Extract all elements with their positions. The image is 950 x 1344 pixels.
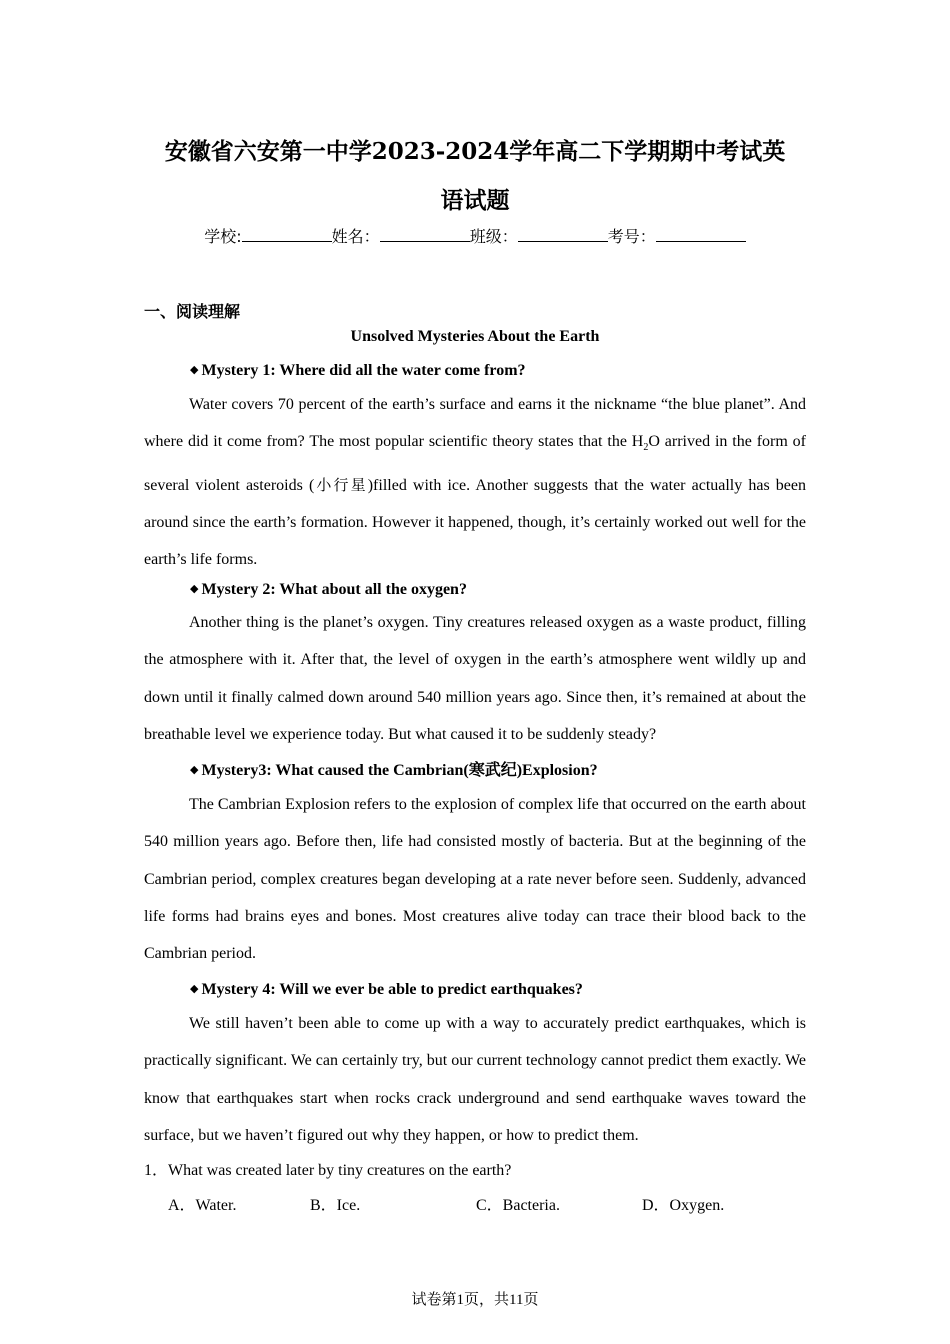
mystery-heading bbox=[190, 979, 583, 1002]
exam-number-label: 考号： bbox=[607, 227, 656, 246]
mystery-paragraph: Another thing is the planet’s oxygen. Tiny creatures released oxygen as a waste product, filling the atmosphere with it. After that, the level of oxygen in the earth’s atmosphere went wildly up and down until it finally calmed down around 540 million years ago. Since then, it’s remained at about the breathable level we experience today. But what caused it to be suddenly steady? bbox=[144, 614, 806, 743]
class-blank[interactable] bbox=[518, 226, 608, 242]
mystery-paragraph: We still haven’t been able to come up with a way to accurately predict earthquakes, which is practically significant. We can certainly try, but our current technology cannot predict them exactly. We know that earthquakes start when rocks crack underground and send earthquake waves toward the surface, but we haven’t figured out why they happen, or how to predict them. bbox=[144, 1015, 806, 1144]
mystery-heading bbox=[190, 760, 598, 783]
mystery-heading-text: Mystery3: What caused the Cambrian(寒武纪)Explosion? bbox=[201, 762, 598, 779]
class-label: 班级： bbox=[469, 227, 518, 246]
section-heading: 一、阅读理解 bbox=[144, 302, 241, 321]
mystery-heading-text: Mystery 2: What about all the oxygen? bbox=[201, 581, 467, 598]
question-number: 1． bbox=[144, 1162, 169, 1179]
diamond-bullet-icon: ◆ bbox=[190, 982, 199, 995]
name-label: 姓名： bbox=[331, 227, 380, 246]
exam-number-blank[interactable] bbox=[656, 226, 746, 242]
diamond-bullet-icon: ◆ bbox=[190, 582, 199, 595]
mystery-heading-text: Mystery 4: Will we ever be able to predict earthquakes? bbox=[201, 981, 583, 998]
mystery-paragraph bbox=[144, 386, 806, 579]
student-info-line bbox=[144, 226, 806, 248]
mystery-paragraph: The Cambrian Explosion refers to the explosion of complex life that occurred on the earth about 540 million years ago. Before then, life had consisted mostly of bacteria. But at the beginning of the Cambrian period, complex creatures began developing at a rate never before seen. Suddenly, advanced life forms had brains eyes and bones. Most creatures alive today can trace their blood back to the Cambrian period. bbox=[144, 796, 806, 963]
option-d[interactable]: D．Oxygen. bbox=[642, 1197, 725, 1214]
school-label: 学校: bbox=[204, 227, 242, 246]
mystery-heading bbox=[190, 360, 526, 383]
option-a[interactable]: A．Water. bbox=[168, 1197, 237, 1214]
question-stem bbox=[144, 1160, 511, 1182]
paragraph-text: )filled with ice. Another suggests that the water actually has been around since the earth’s formation. However it happened, though, it’s certainly worked out well for the earth’s life forms. bbox=[144, 476, 806, 569]
page-footer: 试卷第1页，共11页 bbox=[411, 1292, 539, 1308]
mystery-heading bbox=[190, 579, 467, 602]
exam-title-line1: 安徽省六安第一中学2023-2024学年高二下学期期中考试英 bbox=[164, 138, 786, 165]
option-b[interactable]: B．Ice. bbox=[310, 1197, 361, 1214]
passage-title: Unsolved Mysteries About the Earth bbox=[350, 328, 600, 345]
paragraph-text: O arrived in the form of several violent asteroids ( bbox=[144, 433, 807, 494]
option-c[interactable]: C．Bacteria. bbox=[476, 1197, 560, 1214]
subscript: 2 bbox=[643, 442, 649, 454]
mystery-heading-text: Mystery 1: Where did all the water come from? bbox=[201, 362, 526, 379]
name-blank[interactable] bbox=[380, 226, 470, 242]
paragraph-text: Water covers 70 percent of the earth’s surface and earns it the nickname “the blue planet”. And where did it come from? The most popular scientific theory states that the H bbox=[144, 396, 806, 451]
exam-title-line2: 语试题 bbox=[440, 187, 510, 214]
school-blank[interactable] bbox=[242, 226, 332, 242]
chinese-gloss: 小行星 bbox=[314, 475, 368, 494]
question-text: What was created later by tiny creatures on the earth? bbox=[168, 1162, 512, 1179]
diamond-bullet-icon: ◆ bbox=[190, 763, 199, 776]
diamond-bullet-icon: ◆ bbox=[190, 363, 199, 376]
